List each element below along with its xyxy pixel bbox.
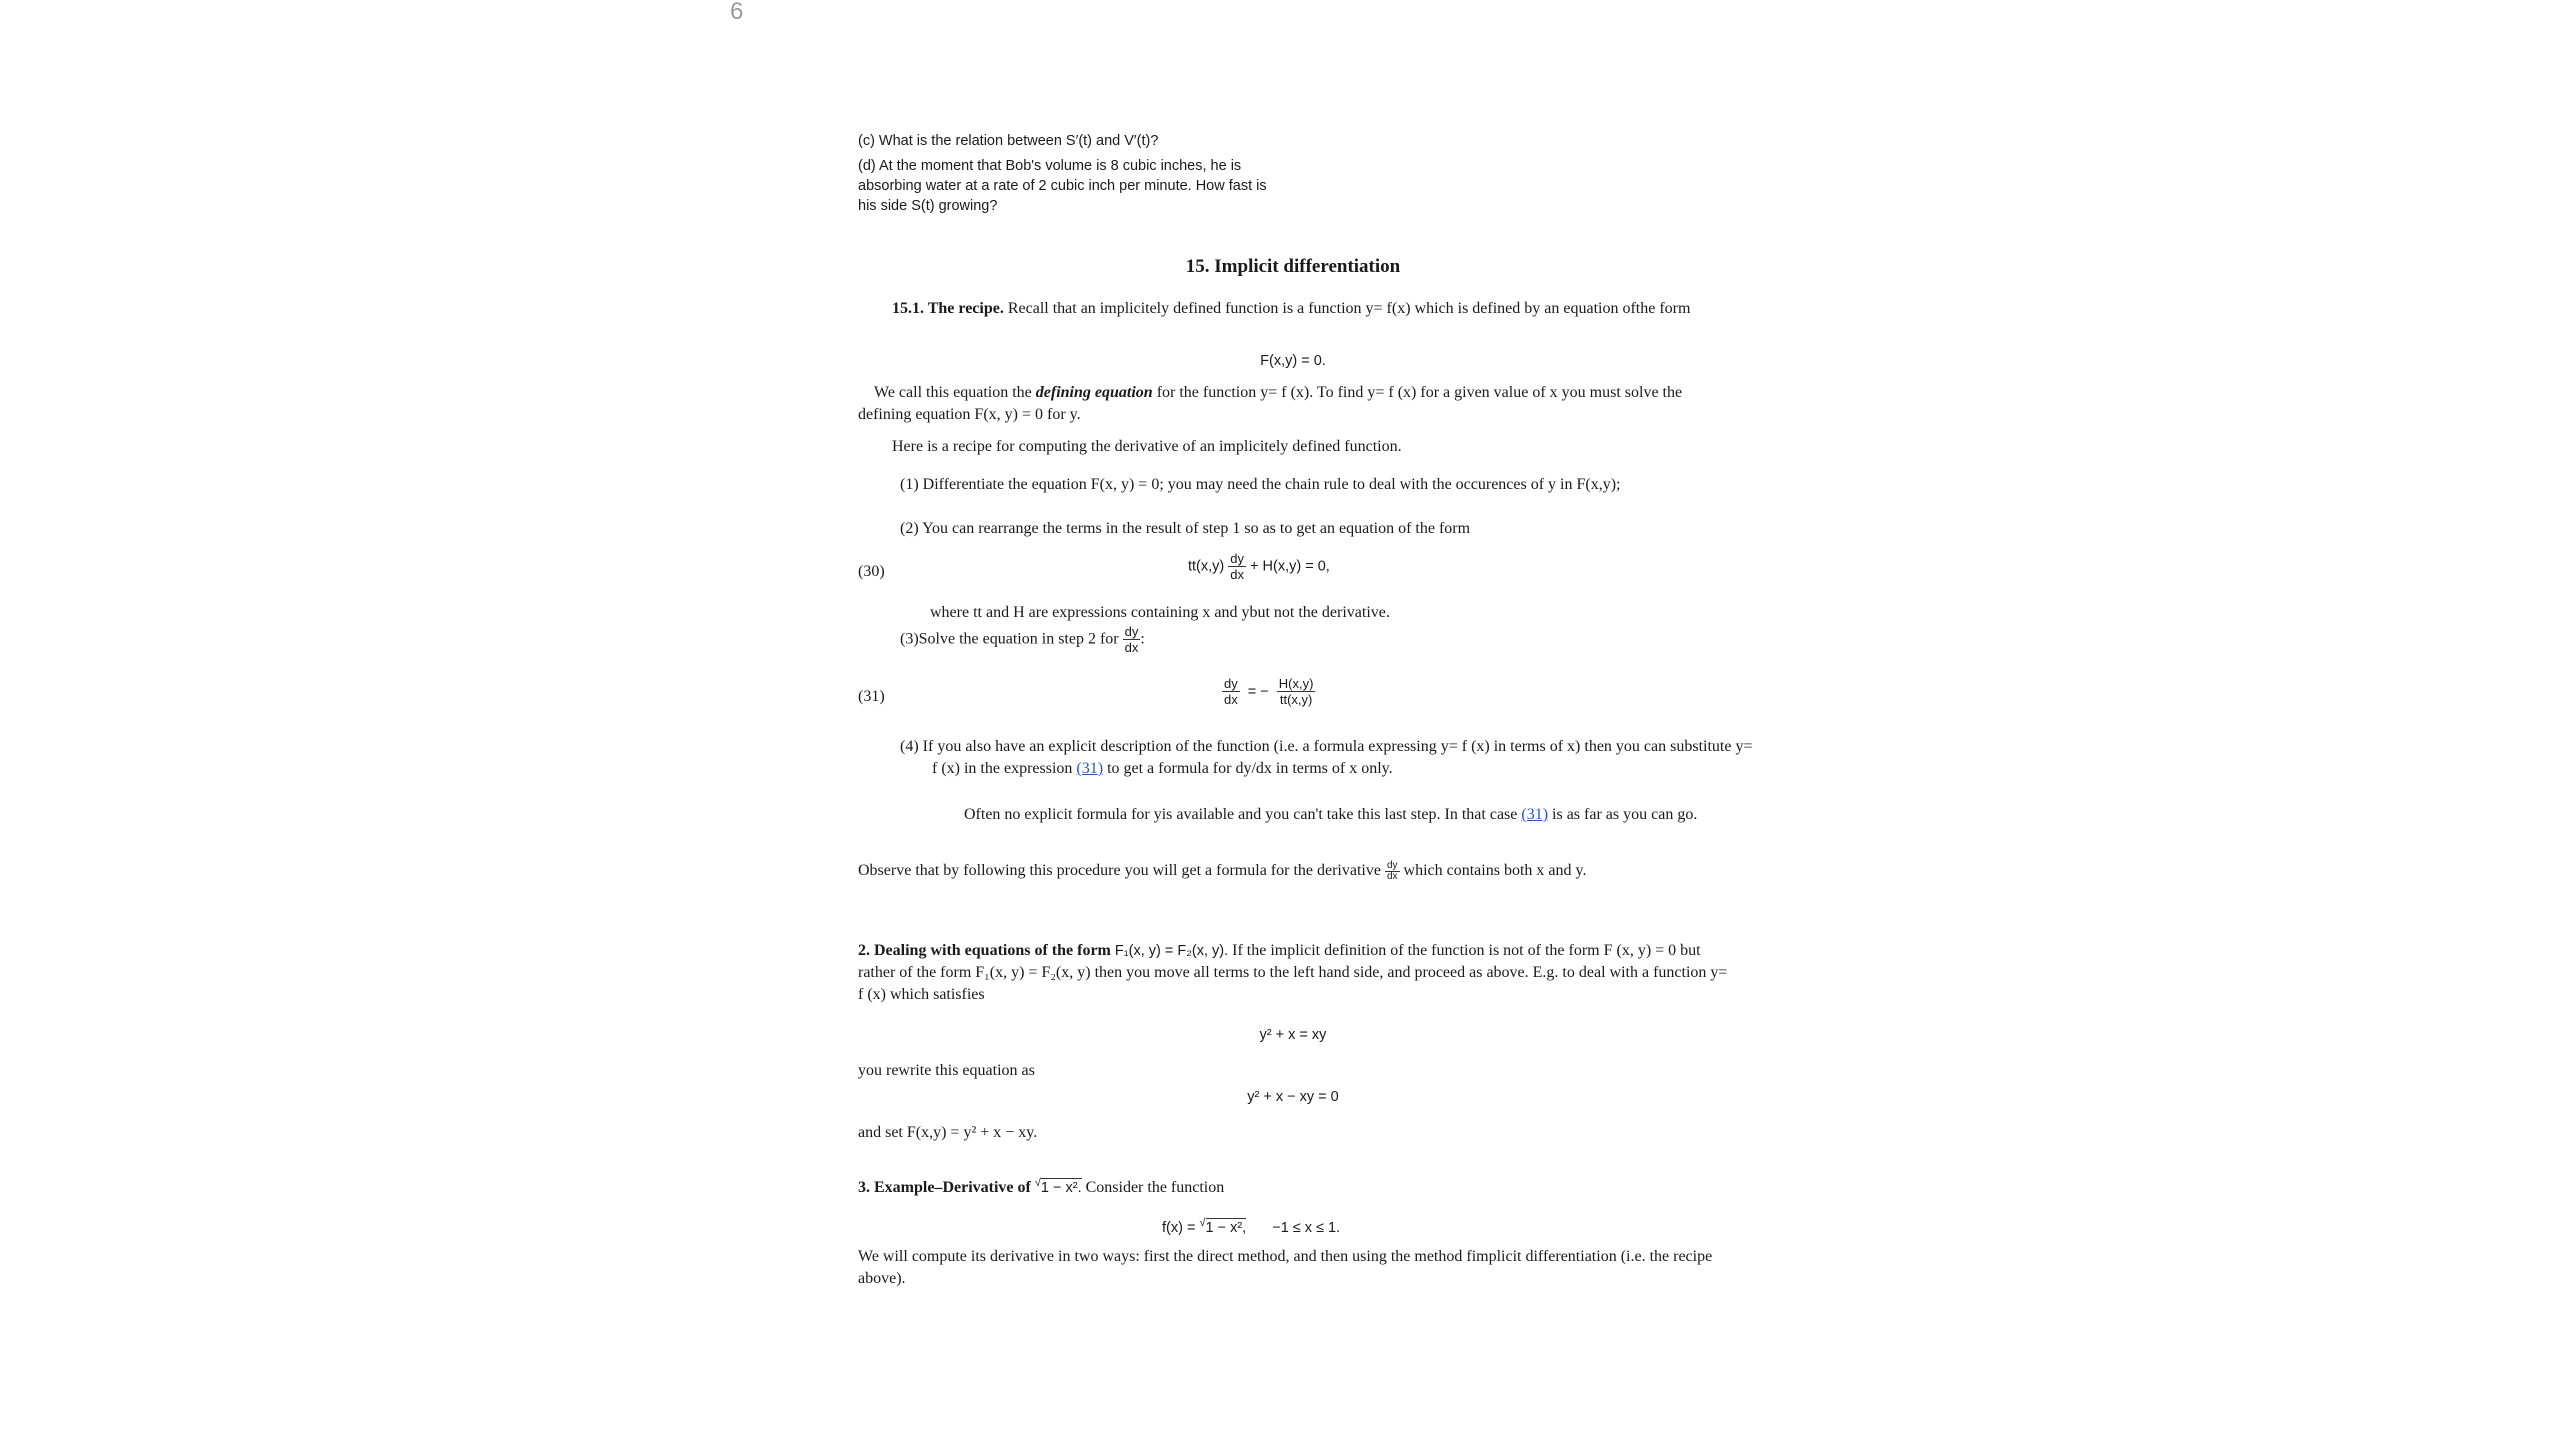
recipe-paragraph [858,298,1728,320]
function-radicand: 1 − x², [1205,1219,1247,1236]
step-4-post: to get a formula for dy/dx in terms of x only. [1107,760,1393,777]
defining-post: for the function y= f (x). To find y= f (x) for a given value of x you must solve the defining equation F(x, y) = 0 for y. [858,384,1683,423]
defining-pre: We call this equation the [874,384,1032,401]
section-3-heading-line [858,1172,1728,1199]
step-3: (3)Solve the equation in step 2 for $\frac{dy}{dx}$ : [900,624,1145,655]
recipe-intro: Here is a recipe for computing the derivative of an implicitely defined function. [892,438,1402,455]
dy-dx-fraction [1228,551,1246,582]
page-number: 6 [730,0,744,25]
set-text: and set F(x,y) = y² + x − xy. [858,1124,1038,1141]
section-2-paragraph [858,940,1728,1006]
section-2-heading: 2. Dealing with equations of the form [858,942,1111,959]
equation-31-equals: = − [1247,683,1269,700]
dy-numerator: dy [1230,551,1245,566]
equation-30 [858,551,1728,595]
derivative-fraction [1385,861,1400,882]
where-text: where tt and H are expressions containing x and ybut not the derivative. [930,604,1390,621]
dy-dx-fraction [1222,676,1240,707]
section-3-heading: 3. Example–Derivative of [858,1178,1031,1196]
step-2: (2) You can rearrange the terms in the result of step 1 so as to get an equation of the form [900,520,1471,537]
section-2-equation-2: y² + x − xy = 0 [1247,1089,1339,1105]
observe-paragraph [858,860,1728,882]
equation-31 [858,676,1728,720]
function-definition [1162,1212,1728,1239]
equation-30-left: tt(x,y) [1188,558,1225,575]
step-4 [900,736,1760,780]
dx-denominator: dx [1224,692,1238,707]
section-3-text: We will compute its derivative in two ways: first the direct method, and then using the method fimplicit differentiation (i.e. the recipe above). [858,1248,1713,1287]
defining-paragraph [858,382,1728,426]
dx-denominator: dx [1386,870,1398,882]
equation-31-link-2[interactable]: (31) [1521,806,1549,823]
defining-term: defining equation [1035,384,1153,401]
equation-31-link[interactable]: (31) [1076,760,1104,777]
section-title: 15. Implicit differentiation [1185,256,1401,277]
function-left: f(x) = [1162,1219,1196,1236]
section-2-text: If the implicit definition of the function is not of the form F (x, y) = 0 but rather of the form F₁(x, y) = F₂(x, y) then you move all terms to the left hand side, and proceed as above. E.g. to deal with a function y= f (x) which satisfies [858,942,1728,1003]
sqrt-symbol-2: √ [1199,1217,1206,1229]
h-over-tt-fraction [1277,676,1316,707]
function-domain: −1 ≤ x ≤ 1. [1272,1219,1341,1236]
step-1: (1) Differentiate the equation F(x, y) = 0; you may need the chain rule to deal with the occurences of y in F(x,y); [900,476,1621,493]
sqrt-symbol: √ [1034,1177,1041,1189]
question-c: (c) What is the relation between S′(t) and V′(t)? [858,133,1159,149]
section-2-equation-1: y² + x = xy [1259,1027,1327,1043]
often-post: is as far as you can go. [1552,806,1698,823]
question-d: (d) At the moment that Bob's volume is 8 cubic inches, he is absorbing water at a rate of 2 cubic inch per minute. How fast is his side S(t) growing? [858,158,1267,214]
observe-pre: Observe that by following this procedure you will get a formula for the derivative [858,862,1381,879]
tt-denominator: tt(x,y) [1279,692,1313,707]
step-3-fraction [1123,624,1141,655]
often-paragraph [932,804,1728,826]
defining-equation-form: F(x,y) = 0. [1260,353,1326,369]
step-4-pre: (4) If you also have an explicit description of the function (i.e. a formula expressing y= f (x) in terms of x) then you can substitute y= f (x) in the expression [900,738,1753,777]
dy-numerator: dy [1124,624,1139,639]
section-3-heading-math: 1 − x². [1040,1179,1082,1196]
consider-text: Consider the function [1085,1178,1225,1196]
section-2-heading-math: F₁(x, y) = F₂(x, y). [1114,943,1229,959]
dy-numerator: dy [1224,676,1238,691]
recipe-text: Recall that an implicitely defined function is a function y= f(x) which is defined by an equation ofthe form [1007,300,1691,317]
often-pre: Often no explicit formula for yis available and you can't take this last step. In that case [964,806,1518,823]
recipe-heading: 15.1. The recipe. [892,300,1004,317]
step-3-text: (3)Solve the equation in step 2 for [900,630,1119,648]
observe-post: which contains both x and y. [1403,862,1587,879]
equation-30-right: + H(x,y) = 0, [1250,558,1330,575]
dy-numerator: dy [1386,859,1398,871]
h-numerator: H(x,y) [1278,676,1314,691]
equation-31-number: (31) [858,688,885,705]
dx-denominator: dx [1124,640,1139,655]
dx-denominator: dx [1230,567,1245,582]
rewrite-text: you rewrite this equation as [858,1062,1035,1079]
equation-30-number: (30) [858,563,885,580]
